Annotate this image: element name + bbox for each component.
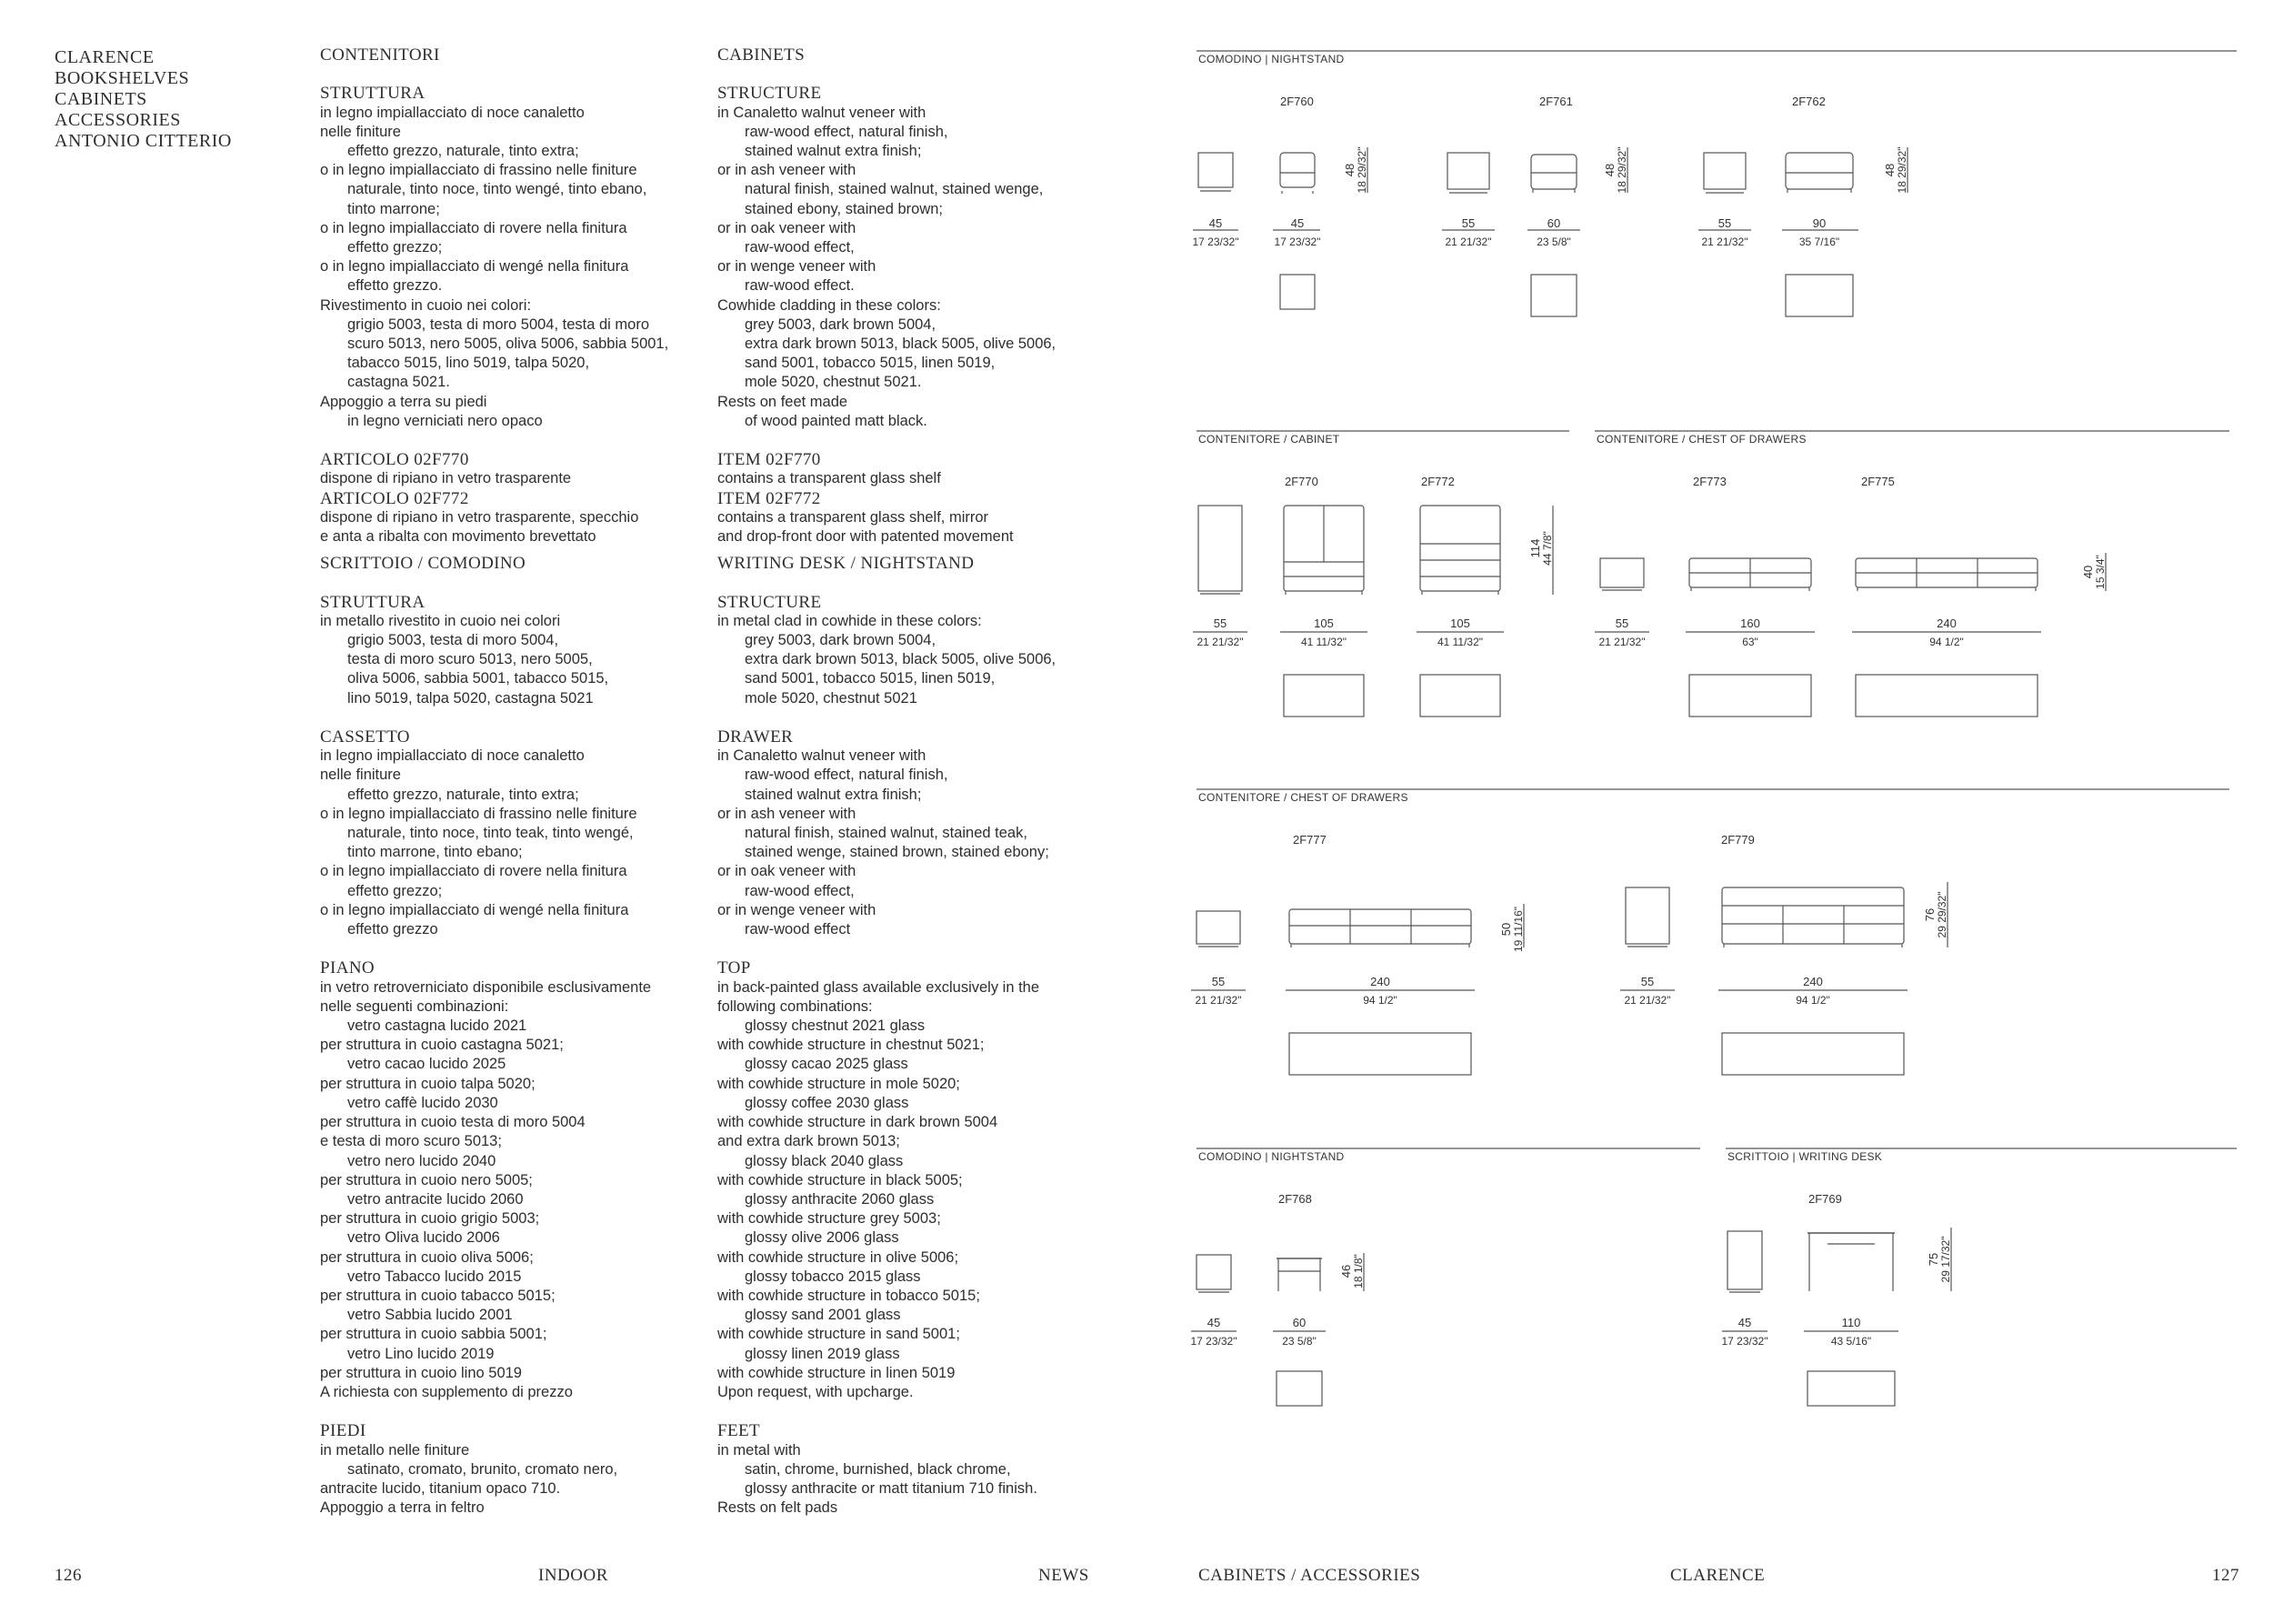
drawing-2F770: [1193, 506, 1367, 717]
drawing-2F777: [1191, 904, 1524, 1075]
spec-line: or in ash veneer with: [717, 162, 856, 179]
dimension-in: 18 1/8": [1352, 1254, 1365, 1288]
column-title: CONTENITORI: [320, 45, 440, 65]
dimension-cm: 60: [1547, 216, 1561, 230]
plan-view: [1722, 1033, 1904, 1075]
dimension-in: 21 21/32": [1701, 236, 1748, 248]
spec-line: with cowhide structure in chestnut 5021;: [717, 1037, 985, 1054]
spec-line: raw-wood effect, natural finish,: [745, 123, 948, 140]
spec-line: grigio 5003, testa di moro 5004, testa di moro: [347, 316, 650, 333]
block-heading: FEET: [717, 1421, 760, 1441]
spec-line: in legno impiallacciato di noce canaletto: [320, 104, 585, 121]
dimension-cm: 240: [1370, 975, 1390, 988]
dimension-in: 41 11/32": [1437, 636, 1484, 648]
spec-line: natural finish, stained walnut, stained wenge,: [745, 181, 1044, 198]
side-view: [1197, 1255, 1231, 1289]
footer-section-indoor[interactable]: INDOOR: [538, 1566, 608, 1585]
dimension-cm: 55: [1717, 216, 1732, 230]
nav-item[interactable]: ANTONIO CITTERIO: [55, 131, 232, 151]
spec-line: effetto grezzo.: [347, 277, 443, 295]
block-heading: ITEM 02F770: [717, 450, 821, 470]
dimension-in: 44 7/8": [1541, 531, 1554, 566]
product-code: 2F773: [1693, 475, 1727, 488]
dimension-cm: 45: [1737, 1316, 1752, 1329]
spec-line: with cowhide structure in mole 5020;: [717, 1075, 960, 1092]
footer-section-cabinets[interactable]: CABINETS / ACCESSORIES: [1198, 1566, 1421, 1585]
plan-view: [1284, 675, 1364, 717]
dimension-in: 21 21/32": [1624, 994, 1671, 1007]
block-heading: PIEDI: [320, 1421, 366, 1441]
block-heading: STRUTTURA: [320, 84, 426, 104]
spec-line: tabacco 5015, lino 5019, talpa 5020,: [347, 355, 590, 372]
spec-line: Upon request, with upcharge.: [717, 1383, 914, 1400]
spec-line: in metal with: [717, 1441, 801, 1459]
footer-news[interactable]: NEWS: [1038, 1566, 1089, 1585]
side-view: [1600, 558, 1644, 587]
spec-line: stained walnut extra finish;: [745, 143, 922, 159]
dimension-cm: 240: [1937, 617, 1957, 630]
spec-line: raw-wood effect,: [745, 882, 855, 899]
spec-line: or in oak veneer with: [717, 219, 856, 236]
spec-line: extra dark brown 5013, black 5005, olive 5006,: [745, 651, 1056, 668]
front-view: [1786, 153, 1853, 189]
dimension-cm: 76: [1923, 907, 1937, 922]
dimension-in: 94 1/2": [1363, 994, 1397, 1007]
spec-line: A richiesta con supplemento di prezzo: [320, 1383, 573, 1400]
spec-line: e testa di moro scuro 5013;: [320, 1133, 502, 1150]
section-title-desk: SCRITTOIO | WRITING DESK: [1727, 1150, 1883, 1163]
spec-line: per struttura in cuoio lino 5019: [320, 1364, 522, 1381]
spec-line: glossy chestnut 2021 glass: [745, 1018, 926, 1035]
drawing-2F772: [1417, 506, 1553, 717]
spec-line: with cowhide structure in olive 5006;: [717, 1248, 959, 1266]
spec-line: satinato, cromato, brunito, cromato nero,: [347, 1460, 618, 1478]
dimension-in: 17 23/32": [1192, 236, 1239, 248]
spec-line: contains a transparent glass shelf, mirror: [717, 508, 989, 526]
plan-view: [1289, 1033, 1471, 1075]
spec-line: of wood painted matt black.: [745, 412, 927, 429]
block-heading: STRUCTURE: [717, 84, 822, 104]
dimension-in: 18 29/32": [1896, 146, 1908, 194]
product-code: 2F775: [1861, 475, 1895, 488]
dimension-cm: 45: [1208, 216, 1223, 230]
spec-line: Appoggio a terra su piedi: [320, 393, 487, 410]
spec-line: nelle finiture: [320, 767, 401, 784]
plan-view: [1277, 1371, 1322, 1406]
spec-line: tinto marrone;: [347, 200, 440, 217]
dimension-in: 17 23/32": [1190, 1335, 1237, 1348]
spec-line: per struttura in cuoio talpa 5020;: [320, 1075, 536, 1092]
spec-line: per struttura in cuoio grigio 5003;: [320, 1210, 540, 1228]
spec-line: vetro Oliva lucido 2006: [347, 1229, 500, 1247]
spec-line: with cowhide structure in black 5005;: [717, 1171, 963, 1188]
block-heading: DRAWER: [717, 727, 794, 747]
block-heading: TOP: [717, 958, 751, 978]
dimension-cm: 75: [1927, 1252, 1940, 1267]
product-code: 2F779: [1721, 833, 1755, 847]
drawing-2F768: [1191, 1253, 1364, 1406]
front-view: [1531, 155, 1577, 189]
spec-line: o in legno impiallacciato di rovere nella finitura: [320, 219, 627, 236]
spec-line: Appoggio a terra in feltro: [320, 1499, 485, 1517]
dimension-in: 43 5/16": [1830, 1335, 1872, 1348]
spec-line: e anta a ribalta con movimento brevettato: [320, 528, 596, 546]
plan-view: [1531, 275, 1577, 316]
side-view: [1626, 887, 1669, 944]
spec-line: nelle seguenti combinazioni:: [320, 997, 509, 1015]
spec-line: glossy linen 2019 glass: [745, 1345, 900, 1362]
spec-line: per struttura in cuoio nero 5005;: [320, 1171, 533, 1188]
dimension-cm: 160: [1740, 617, 1760, 630]
spec-line: Rests on feet made: [717, 393, 848, 410]
drawing-2F761: [1442, 147, 1627, 316]
spec-line: vetro caffè lucido 2030: [347, 1094, 498, 1111]
spec-line: per struttura in cuoio testa di moro 5004: [320, 1114, 586, 1131]
spec-line: mole 5020, chestnut 5021: [745, 689, 917, 707]
spec-line: lino 5019, talpa 5020, castagna 5021: [347, 689, 594, 707]
spec-line: and extra dark brown 5013;: [717, 1133, 900, 1150]
drawing-2F762: [1698, 147, 1908, 316]
spec-line: in metallo nelle finiture: [320, 1441, 470, 1459]
spec-line: natural finish, stained walnut, stained teak,: [745, 825, 1027, 842]
dimension-in: 21 21/32": [1197, 636, 1244, 648]
spec-line: o in legno impiallacciato di frassino nelle finiture: [320, 805, 637, 822]
dimension-cm: 55: [1615, 617, 1629, 630]
spec-line: Cowhide cladding in these colors:: [717, 296, 941, 314]
dimension-cm: 105: [1450, 617, 1470, 630]
nav-item[interactable]: ACCESSORIES: [55, 110, 181, 130]
side-view: [1704, 153, 1746, 189]
spec-line: per struttura in cuoio sabbia 5001;: [320, 1326, 547, 1343]
spec-line: dispone di ripiano in vetro trasparente: [320, 470, 572, 487]
dimension-cm: 90: [1812, 216, 1827, 230]
dimension-in: 23 5/8": [1282, 1335, 1317, 1348]
spec-line: glossy olive 2006 glass: [745, 1229, 899, 1247]
block-heading: ARTICOLO 02F770: [320, 450, 469, 470]
drawing-2F779: [1620, 882, 1948, 1075]
spec-line: o in legno impiallacciato di wengé nella finitura: [320, 258, 629, 276]
spec-line: in back-painted glass available exclusively in the: [717, 978, 1040, 996]
dimension-in: 35 7/16": [1798, 236, 1840, 248]
spec-line: oliva 5006, sabbia 5001, tabacco 5015,: [347, 670, 609, 687]
spec-line: o in legno impiallacciato di frassino nelle finiture: [320, 162, 637, 179]
block-heading: STRUCTURE: [717, 592, 822, 612]
spec-line: mole 5020, chestnut 5021.: [745, 374, 922, 391]
page-number-left: 126: [55, 1566, 82, 1585]
spec-line: sand 5001, tobacco 5015, linen 5019,: [745, 355, 996, 372]
spec-line: glossy sand 2001 glass: [745, 1307, 901, 1324]
dimension-cm: 55: [1213, 617, 1227, 630]
nav-item[interactable]: CABINETS: [55, 89, 147, 109]
spec-line: effetto grezzo, naturale, tinto extra;: [347, 786, 579, 803]
dimension-in: 17 23/32": [1721, 1335, 1768, 1348]
side-view: [1198, 153, 1233, 187]
spec-line: extra dark brown 5013, black 5005, olive 5006,: [745, 336, 1056, 353]
spec-line: vetro Sabbia lucido 2001: [347, 1307, 513, 1324]
spec-line: in metal clad in cowhide in these colors:: [717, 612, 982, 629]
spec-line: naturale, tinto noce, tinto teak, tinto wengé,: [347, 825, 634, 842]
side-view: [1198, 506, 1242, 591]
dimension-in: 41 11/32": [1300, 636, 1347, 648]
spec-line: vetro Tabacco lucido 2015: [347, 1268, 522, 1285]
product-code: 2F761: [1539, 95, 1573, 108]
block-heading: CASSETTO: [320, 727, 410, 747]
column-title: CABINETS: [717, 45, 806, 65]
dimension-cm: 45: [1290, 216, 1305, 230]
spec-line: with cowhide structure in tobacco 5015;: [717, 1287, 980, 1304]
nav-item[interactable]: CLARENCE: [55, 47, 155, 67]
spec-line: grey 5003, dark brown 5004,: [745, 316, 936, 333]
plan-view: [1280, 275, 1315, 309]
spec-line: effetto grezzo: [347, 921, 438, 938]
spec-line: with cowhide structure grey 5003;: [717, 1210, 941, 1228]
dimension-cm: 55: [1211, 975, 1226, 988]
product-code: 2F772: [1421, 475, 1455, 488]
spec-line: effetto grezzo;: [347, 239, 443, 256]
spec-line: vetro Lino lucido 2019: [347, 1345, 495, 1362]
spec-line: contains a transparent glass shelf: [717, 470, 941, 487]
spec-line: vetro castagna lucido 2021: [347, 1018, 527, 1035]
dimension-cm: 40: [2081, 565, 2095, 579]
spec-line: in metallo rivestito in cuoio nei colori: [320, 612, 561, 629]
spec-line: or in wenge veneer with: [717, 258, 876, 276]
dimension-cm: 48: [1343, 163, 1357, 177]
plan-view: [1807, 1371, 1895, 1406]
dimension-in: 19 11/16": [1512, 906, 1525, 953]
spec-line: effetto grezzo;: [347, 882, 443, 899]
spec-line: testa di moro scuro 5013, nero 5005,: [347, 651, 593, 668]
spec-line: sand 5001, tobacco 5015, linen 5019,: [745, 670, 996, 687]
spec-line: or in wenge veneer with: [717, 901, 876, 918]
block-heading: ARTICOLO 02F772: [320, 488, 469, 508]
spec-line: stained walnut extra finish;: [745, 786, 922, 803]
nav-item[interactable]: BOOKSHELVES: [55, 68, 190, 88]
spec-line: stained ebony, stained brown;: [745, 200, 944, 217]
spec-line: raw-wood effect, natural finish,: [745, 767, 948, 784]
spec-line: Rests on felt pads: [717, 1499, 838, 1517]
spec-line: scuro 5013, nero 5005, oliva 5006, sabbia 5001,: [347, 336, 669, 353]
dimension-cm: 55: [1461, 216, 1476, 230]
dimension-cm: 45: [1207, 1316, 1221, 1329]
spec-line: effetto grezzo, naturale, tinto extra;: [347, 143, 579, 159]
section-title-nightstand: COMODINO | NIGHTSTAND: [1198, 1150, 1345, 1163]
spec-line: in legno impiallacciato di noce canaletto: [320, 747, 585, 765]
spec-line: in Canaletto walnut veneer with: [717, 747, 926, 765]
spec-line: per struttura in cuoio oliva 5006;: [320, 1248, 534, 1266]
block-heading: STRUTTURA: [320, 592, 426, 612]
section-title-nightstand: COMODINO | NIGHTSTAND: [1198, 53, 1345, 65]
spec-line: o in legno impiallacciato di rovere nella finitura: [320, 863, 627, 880]
spec-line: nelle finiture: [320, 123, 401, 140]
spec-line: satin, chrome, burnished, black chrome,: [745, 1460, 1011, 1478]
spec-line: vetro nero lucido 2040: [347, 1152, 496, 1169]
dimension-cm: 240: [1803, 975, 1823, 988]
dimension-cm: 55: [1640, 975, 1655, 988]
product-code: 2F770: [1285, 475, 1318, 488]
dimension-cm: 48: [1603, 163, 1617, 177]
dimension-in: 23 5/8": [1537, 236, 1571, 248]
dimension-in: 21 21/32": [1195, 994, 1242, 1007]
dimension-cm: 46: [1339, 1264, 1353, 1278]
spec-line: with cowhide structure in sand 5001;: [717, 1326, 960, 1343]
block-heading: PIANO: [320, 958, 375, 978]
dimension-cm: 50: [1499, 922, 1513, 937]
spec-line: or in oak veneer with: [717, 863, 856, 880]
block-heading: ITEM 02F772: [717, 488, 821, 508]
plan-view: [1856, 675, 2038, 717]
spec-line: glossy anthracite or matt titanium 710 finish.: [745, 1479, 1037, 1497]
spec-line: tinto marrone, tinto ebano;: [347, 844, 523, 861]
front-view: [1289, 909, 1471, 944]
front-view: [1722, 887, 1904, 944]
dimension-in: 18 29/32": [1616, 146, 1628, 194]
section-heading: SCRITTOIO / COMODINO: [320, 554, 526, 574]
spec-line: in legno verniciati nero opaco: [347, 412, 543, 429]
dimension-in: 17 23/32": [1274, 236, 1321, 248]
plan-view: [1420, 675, 1500, 717]
spec-line: antracite lucido, titanium opaco 710.: [320, 1479, 561, 1497]
dimension-in: 29 17/32": [1939, 1236, 1952, 1283]
dimension-cm: 110: [1841, 1316, 1861, 1329]
spec-line: dispone di ripiano in vetro trasparente, specchio: [320, 508, 639, 526]
spec-line: or in ash veneer with: [717, 805, 856, 822]
dimension-in: 29 29/32": [1936, 891, 1948, 938]
spec-line: following combinations:: [717, 997, 873, 1015]
dimension-cm: 60: [1292, 1316, 1307, 1329]
plan-view: [1786, 275, 1853, 316]
dimension-in: 21 21/32": [1445, 236, 1492, 248]
product-code: 2F768: [1278, 1192, 1312, 1206]
spec-line: castagna 5021.: [347, 374, 450, 391]
spec-line: glossy black 2040 glass: [745, 1152, 904, 1169]
spec-line: and drop-front door with patented movement: [717, 528, 1014, 546]
spec-line: glossy anthracite 2060 glass: [745, 1190, 935, 1208]
spec-line: Rivestimento in cuoio nei colori:: [320, 296, 532, 314]
plan-view: [1689, 675, 1811, 717]
spec-line: glossy cacao 2025 glass: [745, 1056, 908, 1073]
spec-line: with cowhide structure in linen 5019: [717, 1364, 956, 1381]
product-code: 2F769: [1808, 1192, 1842, 1206]
dimension-in: 94 1/2": [1929, 636, 1964, 648]
section-title-cabinet: CONTENITORE / CABINET: [1198, 433, 1340, 446]
front-view: [1420, 506, 1500, 591]
dimension-in: 21 21/32": [1598, 636, 1646, 648]
spec-line: with cowhide structure in dark brown 5004: [717, 1114, 998, 1131]
dimension-cm: 114: [1528, 538, 1542, 558]
dimension-in: 15 3/4": [2094, 555, 2107, 589]
footer-collection[interactable]: CLARENCE: [1670, 1566, 1766, 1585]
product-code: 2F777: [1293, 833, 1327, 847]
dimension-in: 94 1/2": [1796, 994, 1830, 1007]
dimension-cm: 48: [1883, 163, 1897, 177]
spec-line: vetro cacao lucido 2025: [347, 1056, 506, 1073]
side-view: [1197, 911, 1240, 944]
dimension-in: 63": [1742, 636, 1758, 648]
spec-line: grigio 5003, testa di moro 5004,: [347, 632, 559, 649]
page-number-right: 127: [2212, 1566, 2239, 1585]
spec-line: in Canaletto walnut veneer with: [717, 104, 926, 121]
spec-line: naturale, tinto noce, tinto wengé, tinto ebano,: [347, 181, 647, 198]
spec-line: vetro antracite lucido 2060: [347, 1190, 524, 1208]
spec-line: per struttura in cuoio castagna 5021;: [320, 1037, 564, 1054]
dimension-cm: 105: [1314, 617, 1334, 630]
product-code: 2F762: [1792, 95, 1826, 108]
spec-line: stained wenge, stained brown, stained ebony;: [745, 844, 1049, 861]
drawing-2F775: [1852, 553, 2106, 717]
drawing-2F769: [1722, 1228, 1951, 1406]
spec-line: o in legno impiallacciato di wengé nella finitura: [320, 901, 629, 918]
spec-line: raw-wood effect.: [745, 277, 855, 295]
section-title-chest: CONTENITORE / CHEST OF DRAWERS: [1597, 433, 1807, 446]
spec-line: grey 5003, dark brown 5004,: [745, 632, 936, 649]
spec-line: glossy tobacco 2015 glass: [745, 1268, 921, 1285]
spec-line: in vetro retroverniciato disponibile esclusivamente: [320, 978, 652, 996]
spec-line: raw-wood effect,: [745, 239, 855, 256]
front-view: [1280, 153, 1315, 187]
spec-line: raw-wood effect: [745, 921, 851, 938]
section-title-chest: CONTENITORE / CHEST OF DRAWERS: [1198, 791, 1408, 804]
dimension-in: 18 29/32": [1356, 146, 1368, 194]
spec-line: glossy coffee 2030 glass: [745, 1094, 909, 1111]
side-view: [1447, 153, 1489, 189]
spec-line: per struttura in cuoio tabacco 5015;: [320, 1287, 556, 1304]
side-view: [1727, 1231, 1762, 1289]
section-heading: WRITING DESK / NIGHTSTAND: [717, 554, 975, 574]
product-code: 2F760: [1280, 95, 1314, 108]
